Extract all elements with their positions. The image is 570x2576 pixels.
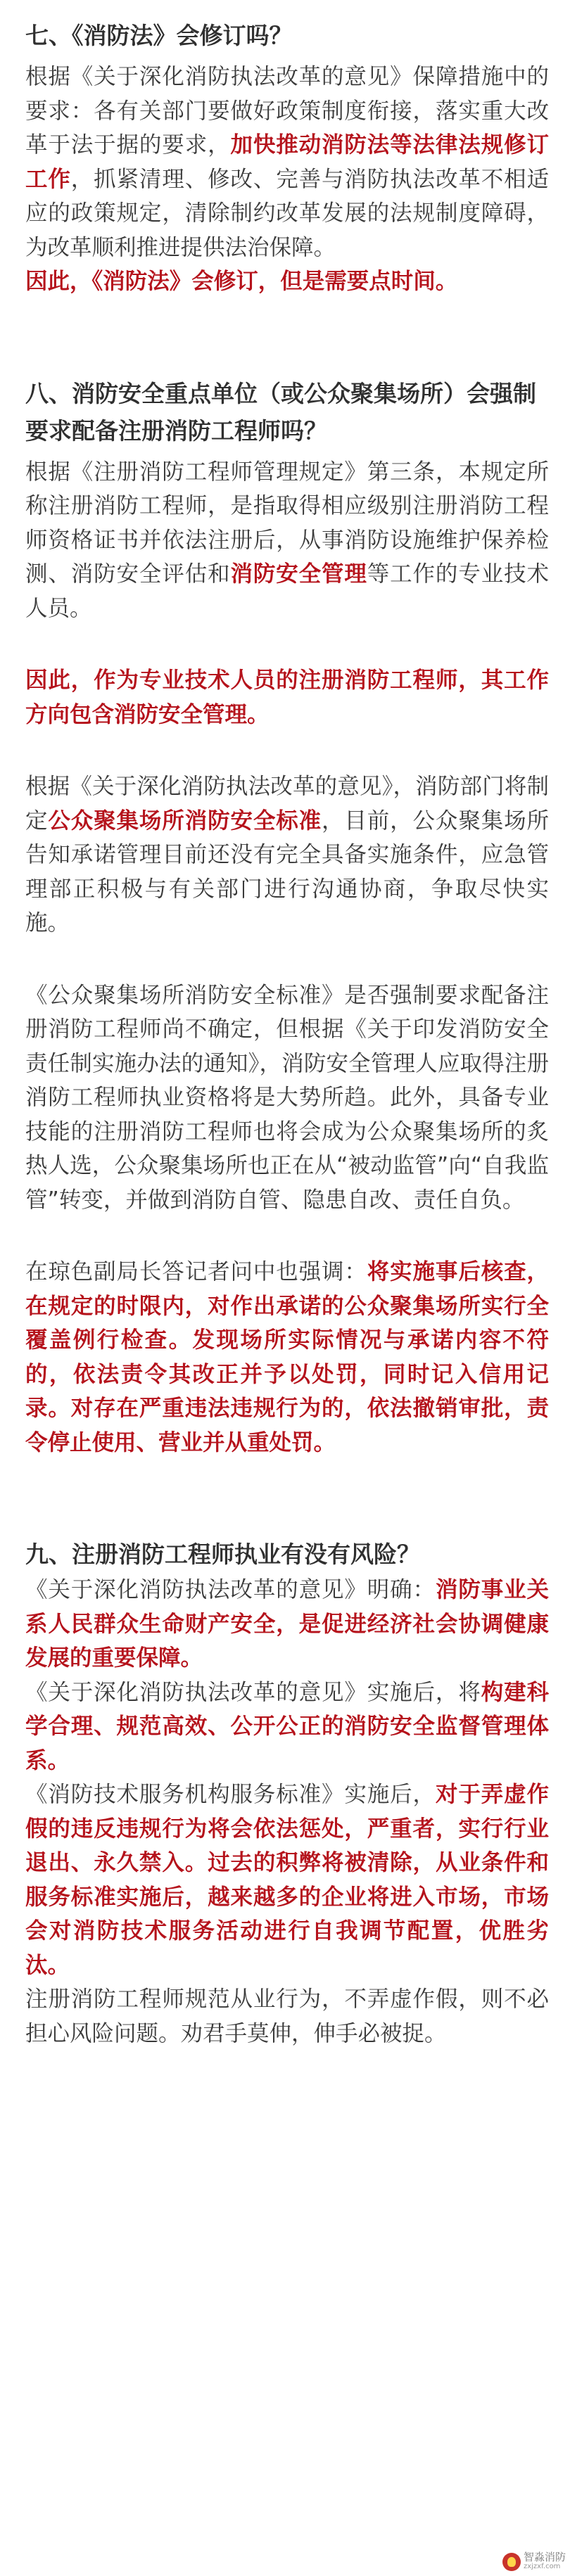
section-8-conclusion: 因此，作为专业技术人员的注册消防工程师，其工作方向包含消防安全管理。	[25, 668, 549, 727]
section-8-paragraph-4: 《公众聚集场所消防安全标准》是否强制要求配备注册消防工程师尚不确定，但根据《关于印发消防安全责任制实施办法的通知》，消防安全管理人应取得注册消防工程师执业资格将是大势所趋。此外，具备专业技能的注册消防工程师也将会成为公众聚集场所的炙热人选，公众聚集场所也正在从“被动监管”向“自我监管”转变，并做到消防自管、隐患自改、责任自负。	[25, 982, 549, 1213]
section-7-conclusion: 因此，《消防法》会修订，但是需要点时间。	[25, 269, 458, 294]
section-9-paragraph-1: 《关于深化消防执法改革的意见》明确：消防事业关系人民群众生命财产安全，是促进经济社会协调健康发展的重要保障。	[25, 1577, 549, 1671]
brand-logo-icon	[502, 2553, 521, 2571]
section-8-paragraph-5: 在琼色副局长答记者问中也强调：将实施事后核查，在规定的时限内，对作出承诺的公众聚集场所实行全覆盖例行检查。发现场所实际情况与承诺内容不符的，依法责令其改正并予以处罚，同时记入信用记录。对存在严重违法违规行为的，依法撤销审批，责令停止使用、营业并从重处罚。	[25, 1259, 549, 1455]
section-9-paragraph-2: 《关于深化消防执法改革的意见》实施后，将构建科学合理、规范高效、公开公正的消防安全监督管理体系。	[25, 1679, 549, 1773]
section-8-paragraph-1: 根据《注册消防工程师管理规定》第三条，本规定所称注册消防工程师，是指取得相应级别注册消防工程师资格证书并依法注册后，从事消防设施维护保养检测、消防安全评估和消防安全管理等工作的专业技术人员。	[25, 459, 549, 621]
section-8-title: 八、消防安全重点单位（或公众聚集场所）会强制要求配备注册消防工程师吗？	[25, 379, 536, 445]
section-9-paragraph-4: 注册消防工程师规范从业行为，不弄虚作假，则不必担心风险问题。劝君手莫伸，伸手必被捉。	[25, 1987, 549, 2046]
article	[25, 0, 549, 2051]
section-7-title: 七、《消防法》会修订吗？	[25, 22, 293, 49]
section-8-paragraph-3: 根据《关于深化消防执法改革的意见》，消防部门将制定公众聚集场所消防安全标准，目前，公众聚集场所告知承诺管理目前还没有完全具备实施条件，应急管理部正积极与有关部门进行沟通协商，争取尽快实施。	[25, 774, 549, 936]
watermark	[502, 2552, 566, 2572]
section-9-paragraph-3: 《消防技术服务机构服务标准》实施后，对于弄虚作假的违反违规行为将会依法惩处，严重者，实行行业退出、永久禁入。过去的积弊将被清除，从业条件和服务标准实施后，越来越多的企业将进入市场，市场会对消防技术服务活动进行自我调节配置，优胜劣汰。	[25, 1782, 549, 1978]
section-9-title: 九、注册消防工程师执业有没有风险？	[25, 1541, 420, 1568]
watermark-url: zxjzxf.com	[523, 2563, 561, 2570]
watermark-name: 智淼消防	[523, 2551, 566, 2563]
section-7-paragraph-1: 根据《关于深化消防执法改革的意见》保障措施中的要求：各有关部门要做好政策制度衔接，落实重大改革于法于据的要求，加快推动消防法等法律法规修订工作，抓紧清理、修改、完善与消防执法改革不相适应的政策规定，清除制约改革发展的法规制度障碍，为改革顺利推进提供法治保障。	[25, 64, 549, 260]
